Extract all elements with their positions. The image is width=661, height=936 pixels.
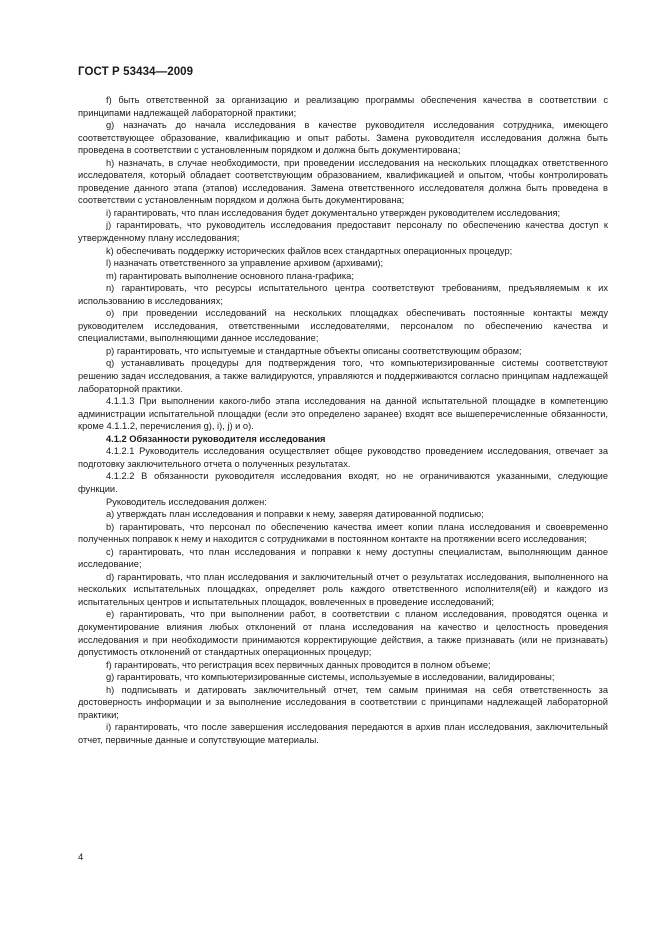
paragraph: f) быть ответственной за организацию и реализацию программы обеспечения качества в соответствии с принципами надлежащей лабораторной практики; bbox=[78, 95, 608, 118]
paragraph: b) гарантировать, что персонал по обеспечению качества имеет копии плана исследования и своевременно полученных поправок к нему и находится с сотрудниками в постоянном контакте на протяжении всего исследования; bbox=[78, 521, 608, 545]
paragraph: o) при проведении исследований на нескольких площадках обеспечивать постоянные контакты между руководителем исследования, ответственными исследователями, персоналом по обеспечению качества и специалистами, выполняющими данное исследование; bbox=[78, 308, 608, 344]
paragraph: a) утверждать план исследования и поправки к нему, заверяя датированной подписью; bbox=[106, 509, 484, 520]
paragraph: h) подписывать и датировать заключительный отчет, тем самым принимая на себя ответственность за достоверность информации и за выполнение исследования в соответствии с принципами надлежащей лабораторной практики; bbox=[78, 684, 608, 720]
paragraph: 4.1.2.2 В обязанности руководителя исследования входят, но не ограничиваются указанными, следующие функции. bbox=[78, 471, 608, 494]
paragraph: m) гарантировать выполнение основного плана-графика; bbox=[106, 270, 354, 281]
page-number: 4 bbox=[78, 852, 84, 863]
paragraph: d) гарантировать, что план исследования и заключительный отчет о результатах исследования, выполненного на нескольких испытательных площадках, определяет роль каждого ответственного исполнителя(ей) и каждого из испытательных центров и испытательных площадок, вовлеченных в проведение исследований; bbox=[78, 571, 608, 607]
paragraph: 4.1.2.1 Руководитель исследования осуществляет общее руководство проведением исследования, отвечает за подготовку заключительного отчета о полученных результатах. bbox=[78, 446, 608, 469]
paragraph: n) гарантировать, что ресурсы испытательного центра соответствуют требованиям, предъявляемым к их использованию в исследованиях; bbox=[78, 283, 608, 306]
paragraph: c) гарантировать, что план исследования и поправки к нему доступны специалистам, выполняющим данное исследование; bbox=[78, 546, 608, 570]
document-body bbox=[78, 94, 608, 746]
paragraph: g) гарантировать, что компьютеризированные системы, используемые в исследовании, валидированы; bbox=[106, 672, 555, 683]
paragraph: e) гарантировать, что при выполнении работ, в соответствии с планом исследования, проводятся оценка и документирование влияния любых отклонений от плана исследования на качество и целостность проведения исследования и при необходимости принимаются корректирующие действия, а также признавать (или не признавать) допустимость отклонений от стандартных операционных процедур; bbox=[78, 609, 608, 658]
paragraph: 4.1.1.3 При выполнении какого-либо этапа исследования на данной испытательной площадке в компетенцию администрации испытательной площадки (если это определено заранее) входят все вышеперечисленные обязанности, кроме 4.1.1.2, перечисления g), i), j) и o). bbox=[78, 396, 608, 432]
paragraph: k) обеспечивать поддержку исторических файлов всех стандартных операционных процедур; bbox=[106, 245, 513, 256]
paragraph: Руководитель исследования должен: bbox=[106, 496, 267, 507]
paragraph: g) назначать до начала исследования в качестве руководителя исследования сотрудника, имеющего соответствующее образование, квалификацию и опыт работы. Замена руководителя исследования должна быть проведена в соответствии с установленным порядком и должна быть документирована; bbox=[78, 120, 608, 156]
section-heading: 4.1.2 Обязанности руководителя исследования bbox=[106, 433, 326, 444]
paragraph: p) гарантировать, что испытуемые и стандартные объекты описаны соответствующим образом; bbox=[106, 345, 522, 356]
document-header: ГОСТ Р 53434—2009 bbox=[78, 66, 194, 78]
paragraph: i) гарантировать, что план исследования будет документально утвержден руководителем исследования; bbox=[106, 207, 561, 218]
paragraph: f) гарантировать, что регистрация всех первичных данных проводится в полном объеме; bbox=[106, 659, 491, 670]
paragraph: j) гарантировать, что руководитель исследования предоставит персоналу по обеспечению качества доступ к утвержденному плану исследования; bbox=[78, 220, 608, 244]
paragraph: q) устанавливать процедуры для подтверждения того, что компьютеризированные системы соответствуют решению задач исследования, а также валидируются, управляются и поддерживаются согласно принципам надлежащей лабораторной практики. bbox=[78, 358, 608, 394]
paragraph: i) гарантировать, что после завершения исследования передаются в архив план исследования, заключительный отчет, первичные данные и сопутствующие материалы. bbox=[78, 722, 608, 745]
paragraph: h) назначать, в случае необходимости, при проведении исследования на нескольких площадках ответственного исследователя, который обладает соответствующим образованием, квалификацией и опытом, чтобы контролировать проведение данного этапа (этапов) исследования. Замена ответственного исследователя должна быть проведена в соответствии с установленным порядком и должна быть документирована; bbox=[78, 157, 608, 206]
paragraph: l) назначать ответственного за управление архивом (архивами); bbox=[106, 258, 384, 269]
